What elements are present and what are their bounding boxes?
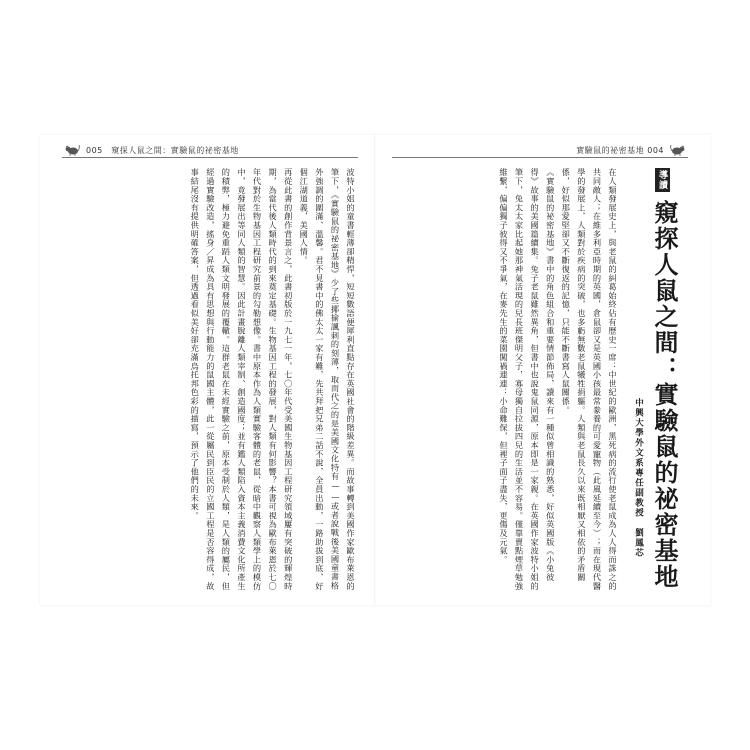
chapter-title: 窺探人鼠之間：實驗鼠的祕密基地 <box>650 200 678 590</box>
author-credit: 中興大學外文系專任副教授 劉鳳芯 <box>633 398 644 558</box>
header-rule-left <box>62 157 358 158</box>
book-gutter <box>374 135 376 605</box>
left-page-body: 波特小姐的童書輕薄卻精悍，短短數語便犀利直點存在英國社會的階級差異。而故事轉到美國作家歐布萊恩的筆下，《實驗鼠的祕密基地》少了些揶揄諷刺的刻薄，取而代之的是美國文化特有——或者說戰後美國童書格外強調的圍滿、溫馨。君不見書中的佛太太一家有難，先共拜把兄弟二話不說，全員出動，一路助拔到底，好個江湖道義，美國人情。 再從此書的創作背景言之，此書初版於一九七一年，七〇年代受美國生物基因工程研究領域屢有突破的輝煌時期，為當代後人類時代的到來奠定基礎。生物基因工程的發展，對人類有何影響？本書可視為歐布萊恩於七〇年代對於生物基因工程研究前景的勾勒想像。書中原本作為人類實驗客體的老鼠，從暗中觀察人類學上的模仿中，竟發展出等同人類的智慧。因此計畫脫離人類宰制、創造國度；並有鑑人類陷入資本主義消費文化所產生的積弊，極力避免重蹈人類文明發展的覆轍。這群老鼠在未經實驗之前，原本受制於人類，是人類的屬民，但經過實驗改造，搖身／昇成為具有思想與行動能力的鼠國主體，此一從屬民到臣民的立國工程是否容得成，故事結尾沒有提供明確答案，但透過看似美好卻充滿烏托邦色彩的描寫，預示了他們的未來。 <box>190 168 356 591</box>
section-label: 導讀 <box>655 168 670 192</box>
running-header-right: 實驗鼠的祕密基地 004 <box>576 146 664 155</box>
running-header-left: 005 窺探人鼠之間：實驗鼠的祕密基地 <box>86 146 239 155</box>
right-page-body: 在人類發展史上，與老鼠的糾葛始終佔有歷史一席：中世紀的歐洲，黑死病的流行使老鼠成為人人得而誅之的共同敵人；在維多利亞時期的英國，倉鼠卻又是英國小孩最常豢養的可愛寵物（此風延續至今）；而在現代醫學的發展上，人類對於疾病的突破，也多虧無數老鼠犧牲捐軀。人類與老鼠長久以來既相厭又相依的矛盾關係，好似那愛堅卻又不斷復返的記憶，只能不斷書寫人鼠關係。 《實驗鼠的祕密基地》書中的角色組合和重要情節佈局，讀來有一種似曾相識的熟悉，好似英國版《小兔彼得》故事的美國篇續集。兔子老鼠雖然異角，但書中也說鬼鼠同源，原本即是一家親。在英國作家波特小姐的筆下，兔太太家比起她那神氣活現的兒長班傑明父子，寡母獨自拉拔四兒的生活並不容易。僅靠賣點煙草勉強維繫，偏偏獨子彼得又不爭氣，在麥先生的菜園闖禍連連：小命難保，但裡子面子盡失，更傷及元氣。 <box>498 168 618 591</box>
rat-icon <box>64 142 80 156</box>
header-rule-right <box>392 157 688 158</box>
rat-icon <box>670 142 686 156</box>
chapter-title-block <box>634 168 676 593</box>
